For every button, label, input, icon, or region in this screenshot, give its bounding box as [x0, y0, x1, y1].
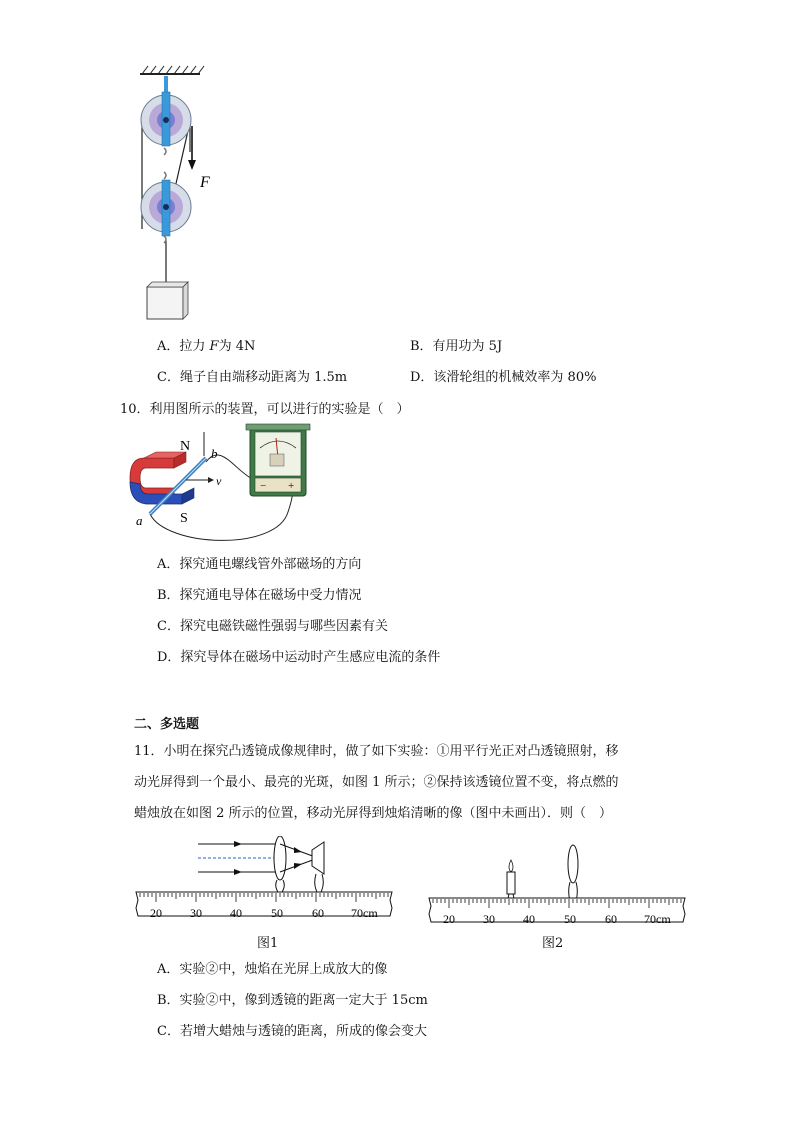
pulley-system-figure — [120, 62, 230, 324]
fig2-tick-20: 20 — [443, 912, 455, 926]
fixed-pulley — [141, 76, 191, 155]
q11-stem-line-1: 11．小明在探究凸透镜成像规律时，做了如下实验：①用平行光正对凸透镜照射，移 — [134, 744, 619, 759]
galvanometer — [246, 424, 310, 496]
figure-1-caption: 图1 — [257, 936, 279, 951]
q10-option-b: B．探究通电导体在磁场中受力情况 — [157, 588, 362, 603]
figure-2-caption: 图2 — [542, 936, 564, 951]
svg-text:+: + — [288, 480, 295, 492]
q10-option-d: D．探究导体在磁场中运动时产生感应电流的条件 — [157, 650, 441, 665]
north-pole-label: N — [180, 439, 191, 454]
fig1-tick-20: 20 — [150, 906, 162, 920]
light-screen — [312, 842, 324, 874]
q10-option-c: C．探究电磁铁磁性强弱与哪些因素有关 — [157, 619, 388, 634]
convex-lens — [274, 836, 286, 880]
end-b-label: b — [211, 446, 218, 461]
q9-option-d: D．该滑轮组的机械效率为 80% — [410, 370, 597, 385]
fig2-tick-30: 30 — [483, 912, 495, 926]
convex-lens — [568, 845, 578, 883]
q11-stem-line-2: 动光屏得到一个最小、最亮的光斑，如图 1 所示；②保持该透镜位置不变，将点燃的 — [134, 775, 619, 790]
fig2-tick-60: 60 — [605, 912, 617, 926]
svg-text:−: − — [260, 480, 267, 492]
fig2-tick-40: 40 — [523, 912, 535, 926]
fig1-tick-30: 30 — [190, 906, 202, 920]
movable-pulley — [141, 172, 191, 243]
force-label: F — [200, 174, 210, 191]
south-pole-label: S — [180, 511, 188, 526]
q10-option-a: A．探究通电螺线管外部磁场的方向 — [157, 557, 362, 572]
velocity-label: v — [216, 474, 222, 488]
q9-option-a: A．拉力 F为 4N — [157, 339, 256, 354]
q9-option-c: C．绳子自由端移动距离为 1.5m — [157, 370, 348, 385]
fig1-tick-50: 50 — [271, 906, 283, 920]
end-a-label: a — [136, 513, 143, 528]
q11-option-c: C．若增大蜡烛与透镜的距离，所成的像会变大 — [157, 1024, 427, 1039]
q10-stem: 10．利用图所示的装置，可以进行的实验是（ ） — [120, 402, 410, 417]
fig1-tick-60: 60 — [312, 906, 324, 920]
induction-experiment-figure — [126, 422, 316, 550]
q11-stem-line-3: 蜡烛放在如图 2 所示的位置，移动光屏得到烛焰清晰的像（图中未画出）．则（ ） — [134, 806, 613, 821]
fig1-tick-40: 40 — [230, 906, 242, 920]
q11-option-b: B．实验②中，像到透镜的距离一定大于 15cm — [157, 993, 428, 1008]
lens-figure-2 — [427, 844, 689, 934]
fig2-tick-50: 50 — [564, 912, 576, 926]
fig1-tick-70cm: 70cm — [351, 906, 378, 920]
q11-option-a: A．实验②中，烛焰在光屏上成放大的像 — [157, 962, 388, 977]
section-title-multiple-choice: 二、多选题 — [134, 717, 200, 732]
weight-block — [147, 287, 183, 319]
q9-option-b: B．有用功为 5J — [410, 339, 503, 354]
lens-figure-1 — [134, 836, 396, 928]
fig2-tick-70cm: 70cm — [644, 912, 671, 926]
